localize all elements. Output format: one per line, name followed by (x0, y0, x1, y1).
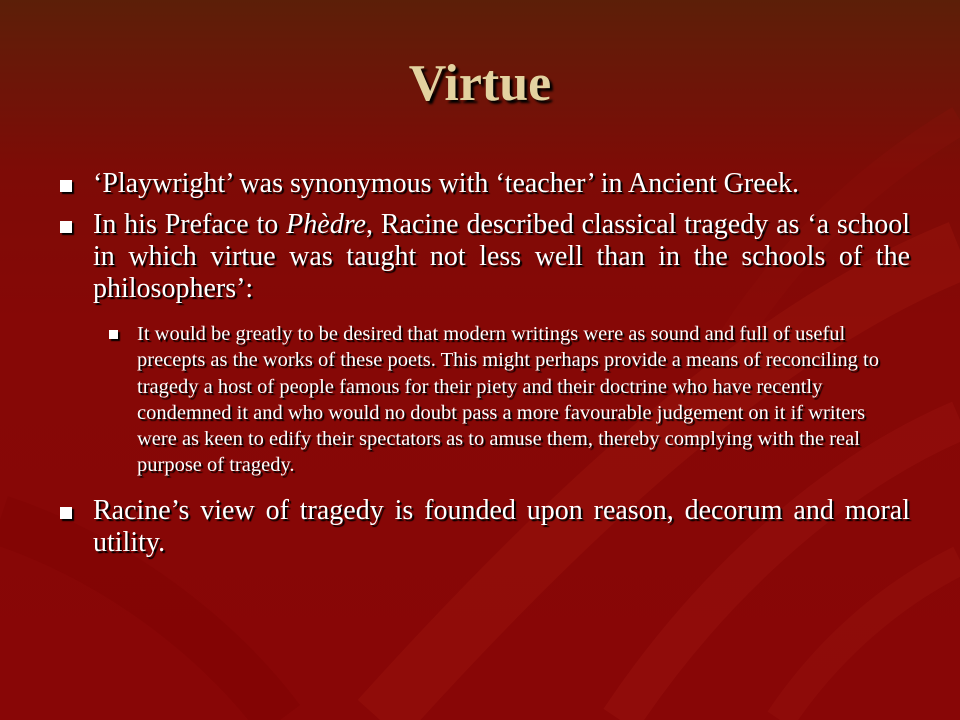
bullet-text-before: In his Preface to (93, 209, 287, 240)
bullet-item-preface (60, 209, 910, 305)
slide-body (60, 168, 910, 568)
slide-title: Virtue (408, 55, 552, 112)
quote-text: It would be greatly to be desired that modern writings were as sound and full of useful precepts as the works of these poets. This might perhaps provide a means of reconciling to tragedy a host of people famous for their piety and their doctrine who have recently condemned it and who would no doubt pass a more favourable judgement on it if writers were as keen to edify their spectators as to amuse them, thereby complying with the real purpose of tragedy. (137, 323, 879, 477)
bullet-text (93, 209, 910, 305)
square-bullet-icon (60, 180, 72, 192)
play-title-phedre: Phèdre (286, 209, 366, 240)
bullet-item-racine-view (60, 495, 910, 559)
swirl-curve (780, 560, 960, 720)
square-bullet-icon (60, 507, 72, 519)
bullet-text-after: , Racine described classical tragedy as ‘a school in which virtue was taught not less well than in the schools of the philosophers’: (93, 209, 910, 304)
square-bullet-icon (60, 221, 72, 233)
bullet-text: Racine’s view of tragedy is founded upon reason, decorum and moral utility. (93, 494, 910, 558)
sub-bullet-quote (60, 321, 910, 479)
bullet-item-playwright (60, 168, 910, 200)
square-bullet-icon (109, 330, 118, 339)
bullet-text: ‘Playwright’ was synonymous with ‘teacher’ in Ancient Greek. (93, 168, 800, 199)
